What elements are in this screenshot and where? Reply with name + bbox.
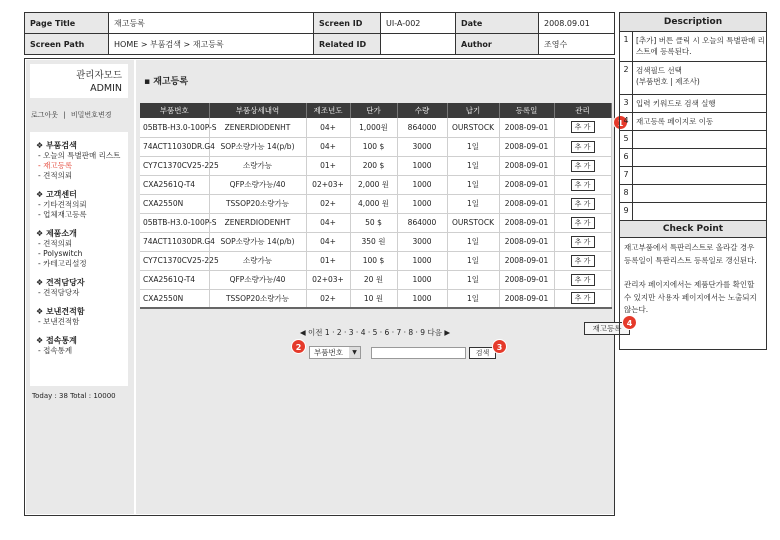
sidebar-menu-item[interactable]: - 오늘의 특별판매 리스트 (38, 151, 121, 160)
check-point-text-2: 관리자 페이지에서는 제품단가를 확인할 수 있지만 사용자 페이지에서는 노출되지 않는다. (624, 280, 757, 314)
table-row (140, 137, 611, 156)
search-bar (309, 346, 496, 359)
table-cell (554, 137, 611, 156)
description-text: 재고등록 페이지로 이동 (636, 117, 714, 126)
add-to-special-button[interactable]: 추 가 (571, 179, 595, 191)
table-cell: 1일 (447, 289, 499, 308)
related-id-label: Related ID (314, 34, 381, 54)
table-cell: 1000 (397, 270, 447, 289)
table-cell: CY7C1370CV25-225 (140, 156, 209, 175)
table-cell: 350 원 (350, 232, 397, 251)
column-header: 제조년도 (306, 103, 350, 118)
table-cell: QFP소량가능/40 (209, 175, 306, 194)
column-header: 단가 (350, 103, 397, 118)
table-cell: 200 $ (350, 156, 397, 175)
table-cell: 05BTB-H3.0-100P-S (140, 118, 209, 137)
table-cell: 74ACT11030DR.G4 (140, 137, 209, 156)
table-cell: 소량가능 (209, 251, 306, 270)
sidebar-menu-item[interactable]: - 견적담당자 (38, 288, 80, 297)
table-cell: 02+ (306, 194, 350, 213)
stock-table (140, 103, 612, 309)
table-cell: 04+ (306, 118, 350, 137)
table-cell: 2008-09-01 (499, 270, 554, 289)
check-point-body (620, 238, 766, 317)
main-content (136, 60, 633, 514)
table-cell: 864000 (397, 213, 447, 232)
table-row (140, 270, 611, 289)
column-header: 관리 (554, 103, 611, 118)
table-cell: 1000 (397, 194, 447, 213)
description-number: 4 (620, 113, 633, 130)
screen-path-value: HOME > 부품검색 > 재고등록 (109, 34, 314, 54)
table-cell: ZENERDIODENHT (209, 118, 306, 137)
add-to-special-button[interactable]: 추 가 (571, 198, 595, 210)
table-cell: 1일 (447, 175, 499, 194)
table-cell: 04+ (306, 213, 350, 232)
table-cell: 소량가능 (209, 156, 306, 175)
search-button[interactable]: 검색 (469, 347, 496, 359)
table-cell (554, 118, 611, 137)
search-field-select[interactable] (309, 346, 361, 359)
annotation-badge-3: 3 (492, 339, 507, 354)
link-separator: | (63, 111, 66, 119)
table-cell: 1일 (447, 270, 499, 289)
table-cell: 4,000 원 (350, 194, 397, 213)
description-row (620, 113, 766, 131)
table-cell: 2008-09-01 (499, 118, 554, 137)
table-cell: 2008-09-01 (499, 213, 554, 232)
description-text (633, 131, 766, 148)
column-header: 납기 (447, 103, 499, 118)
description-text: 검색필드 선택 (부품번호 | 제조사) (636, 66, 700, 86)
annotation-badge-2: 2 (291, 339, 306, 354)
table-cell (554, 194, 611, 213)
menu-group-heading[interactable]: ❖ 접속통계 (36, 336, 77, 345)
description-number: 9 (620, 203, 633, 220)
description-row (620, 95, 766, 113)
table-cell (554, 156, 611, 175)
table-cell: 74ACT11030DR.G4 (140, 232, 209, 251)
table-cell: 1000 (397, 175, 447, 194)
description-panel (619, 12, 767, 350)
table-row (140, 194, 611, 213)
table-cell: 1,000원 (350, 118, 397, 137)
sidebar-menu-item[interactable]: - 재고등록 (38, 161, 73, 170)
pagination[interactable]: ◀ 이전 1 · 2 · 3 · 4 · 5 · 6 · 7 · 8 · 9 다음 ▶ (299, 328, 451, 337)
table-cell: 1000 (397, 289, 447, 308)
description-text (633, 203, 766, 220)
table-cell: 2008-09-01 (499, 156, 554, 175)
add-to-special-button[interactable]: 추 가 (571, 292, 595, 304)
description-text (633, 167, 766, 184)
admin-label: ADMIN (90, 83, 122, 94)
add-to-special-button[interactable]: 추 가 (571, 274, 595, 286)
sidebar-menu (30, 132, 128, 386)
description-row (620, 185, 766, 203)
search-field-value: 부품번호 (314, 348, 343, 357)
sidebar-menu-item[interactable]: - 보낸견적함 (38, 317, 80, 326)
table-cell: CY7C1370CV25-225 (140, 251, 209, 270)
table-row (140, 232, 611, 251)
table-cell: 3000 (397, 137, 447, 156)
add-to-special-button[interactable]: 추 가 (571, 255, 595, 267)
change-password-link[interactable]: 비밀번호변경 (70, 111, 112, 119)
table-cell: 100 $ (350, 251, 397, 270)
table-cell: CXA2550N (140, 289, 209, 308)
description-row (620, 131, 766, 149)
table-cell: 2008-09-01 (499, 289, 554, 308)
table-cell: OURSTOCK (447, 118, 499, 137)
menu-group-heading[interactable]: ❖ 견적담당자 (36, 278, 85, 287)
menu-group (36, 228, 128, 269)
add-to-special-button[interactable]: 추 가 (571, 121, 595, 133)
menu-group (36, 335, 128, 356)
visit-stats: Today : 38 Total : 10000 (32, 392, 116, 400)
table-cell: 2008-09-01 (499, 232, 554, 251)
author-value: 조영수 (544, 39, 568, 49)
table-cell: TSSOP20소량가능 (209, 289, 306, 308)
description-text (633, 185, 766, 202)
table-cell: 02+03+ (306, 270, 350, 289)
sidebar-menu-item[interactable]: - Polyswitch (38, 249, 83, 258)
sidebar-menu-item[interactable]: - 업체재고등록 (38, 210, 87, 219)
search-input[interactable] (371, 347, 466, 359)
description-row (620, 62, 766, 95)
menu-group-heading[interactable]: ❖ 제품소개 (36, 229, 77, 238)
table-cell: OURSTOCK (447, 213, 499, 232)
table-cell (554, 175, 611, 194)
table-cell (554, 289, 611, 308)
table-row (140, 118, 611, 137)
table-cell: 1일 (447, 251, 499, 270)
description-row (620, 203, 766, 221)
table-row (140, 289, 611, 308)
menu-group-heading[interactable]: ❖ 보낸견적함 (36, 307, 85, 316)
table-cell: 01+ (306, 156, 350, 175)
screen-id-value: UI-A-002 (381, 13, 456, 34)
table-cell: 04+ (306, 137, 350, 156)
table-cell: CXA2550N (140, 194, 209, 213)
column-header: 부품상세내역 (209, 103, 306, 118)
table-row (140, 213, 611, 232)
sidebar (26, 60, 134, 514)
description-number: 3 (620, 95, 633, 112)
sidebar-menu-item[interactable]: - 접속통계 (38, 346, 73, 355)
table-cell: 01+ (306, 251, 350, 270)
sidebar-menu-item[interactable]: - 견적의뢰 (38, 171, 73, 180)
menu-group (36, 189, 128, 220)
table-cell: 04+ (306, 232, 350, 251)
screen-frame (24, 58, 633, 516)
column-header: 부품번호 (140, 103, 209, 118)
table-cell: 1일 (447, 156, 499, 175)
table-cell: SOP소량가능 14(p/b) (209, 232, 306, 251)
table-cell: 02+ (306, 289, 350, 308)
table-cell: ZENERDIODENHT (209, 213, 306, 232)
date-label: Date (456, 13, 539, 34)
description-text: [추가] 버튼 클릭 시 오늘의 특별판매 리스트에 등록된다. (636, 36, 765, 56)
description-number: 8 (620, 185, 633, 202)
page-title-value: 재고등록 (109, 13, 314, 34)
table-cell: CXA2561Q-T4 (140, 175, 209, 194)
table-cell: 2008-09-01 (499, 251, 554, 270)
menu-group-heading[interactable]: ❖ 고객센터 (36, 190, 77, 199)
table-cell: 02+03+ (306, 175, 350, 194)
table-cell: 1일 (447, 232, 499, 251)
description-row (620, 149, 766, 167)
menu-group (36, 140, 128, 181)
table-cell (554, 251, 611, 270)
spec-header-table (24, 12, 615, 55)
menu-group (36, 306, 128, 327)
table-cell: 10 원 (350, 289, 397, 308)
screen-path-label: Screen Path (25, 34, 109, 54)
description-number: 6 (620, 149, 633, 166)
menu-group (36, 277, 128, 298)
table-cell (554, 213, 611, 232)
table-cell: 1000 (397, 156, 447, 175)
table-cell (554, 232, 611, 251)
description-text: 입력 키워드로 검색 실행 (636, 99, 716, 108)
check-point-title: Check Point (620, 221, 766, 238)
description-row (620, 167, 766, 185)
table-cell: 1000 (397, 251, 447, 270)
table-cell: 3000 (397, 232, 447, 251)
menu-group-heading[interactable]: ❖ 부품검색 (36, 141, 77, 150)
table-cell: 05BTB-H3.0-100P-S (140, 213, 209, 232)
add-to-special-button[interactable]: 추 가 (571, 217, 595, 229)
table-row (140, 175, 611, 194)
date-value: 2008.09.01 (539, 13, 614, 34)
chevron-down-icon[interactable]: ▼ (349, 347, 360, 358)
logout-link[interactable]: 로그아웃 (31, 111, 59, 119)
page-title-label: Page Title (25, 13, 109, 34)
annotation-badge-4: 4 (622, 315, 637, 330)
add-to-special-button[interactable]: 추 가 (571, 141, 595, 153)
description-row (620, 32, 766, 62)
table-row (140, 156, 611, 175)
related-id-value (381, 34, 456, 54)
add-to-special-button[interactable]: 추 가 (571, 160, 595, 172)
table-cell: 1일 (447, 137, 499, 156)
page-title: ▪ 재고등록 (144, 77, 189, 87)
sidebar-menu-item[interactable]: - 견적의뢰 (38, 239, 73, 248)
description-number: 2 (620, 62, 633, 94)
register-stock-button[interactable]: 재고등록 (584, 322, 630, 335)
table-cell (554, 270, 611, 289)
table-cell: 864000 (397, 118, 447, 137)
admin-mode-label: 관리자모드 (76, 70, 122, 81)
description-number: 5 (620, 131, 633, 148)
add-to-special-button[interactable]: 추 가 (571, 236, 595, 248)
table-cell: QFP소량가능/40 (209, 270, 306, 289)
table-cell: TSSOP20소량가능 (209, 194, 306, 213)
sidebar-menu-item[interactable]: - 기타견적의뢰 (38, 200, 87, 209)
column-header: 수량 (397, 103, 447, 118)
table-cell: 2008-09-01 (499, 194, 554, 213)
description-number: 1 (620, 32, 633, 61)
description-title: Description (620, 13, 766, 32)
table-cell: 2,000 원 (350, 175, 397, 194)
check-point-text-1: 재고부품에서 특판리스트로 올라갈 경우 등록일이 특판리스트 등록일로 갱신된다. (624, 243, 757, 265)
description-number: 7 (620, 167, 633, 184)
table-cell: 2008-09-01 (499, 137, 554, 156)
table-cell: 2008-09-01 (499, 175, 554, 194)
table-row (140, 251, 611, 270)
column-header: 등록일 (499, 103, 554, 118)
table-cell: 50 $ (350, 213, 397, 232)
admin-box (30, 64, 128, 98)
account-links (31, 110, 131, 120)
table-cell: 100 $ (350, 137, 397, 156)
table-cell: SOP소량가능 14(p/b) (209, 137, 306, 156)
sidebar-menu-item[interactable]: - 카테고리설정 (38, 259, 87, 268)
annotation-badge-1: 1 (613, 115, 628, 130)
table-cell: 1일 (447, 194, 499, 213)
table-cell: CXA2561Q-T4 (140, 270, 209, 289)
description-text (633, 149, 766, 166)
author-label: Author (456, 34, 539, 54)
table-cell: 20 원 (350, 270, 397, 289)
screen-id-label: Screen ID (314, 13, 381, 34)
table-header-row (140, 103, 611, 118)
